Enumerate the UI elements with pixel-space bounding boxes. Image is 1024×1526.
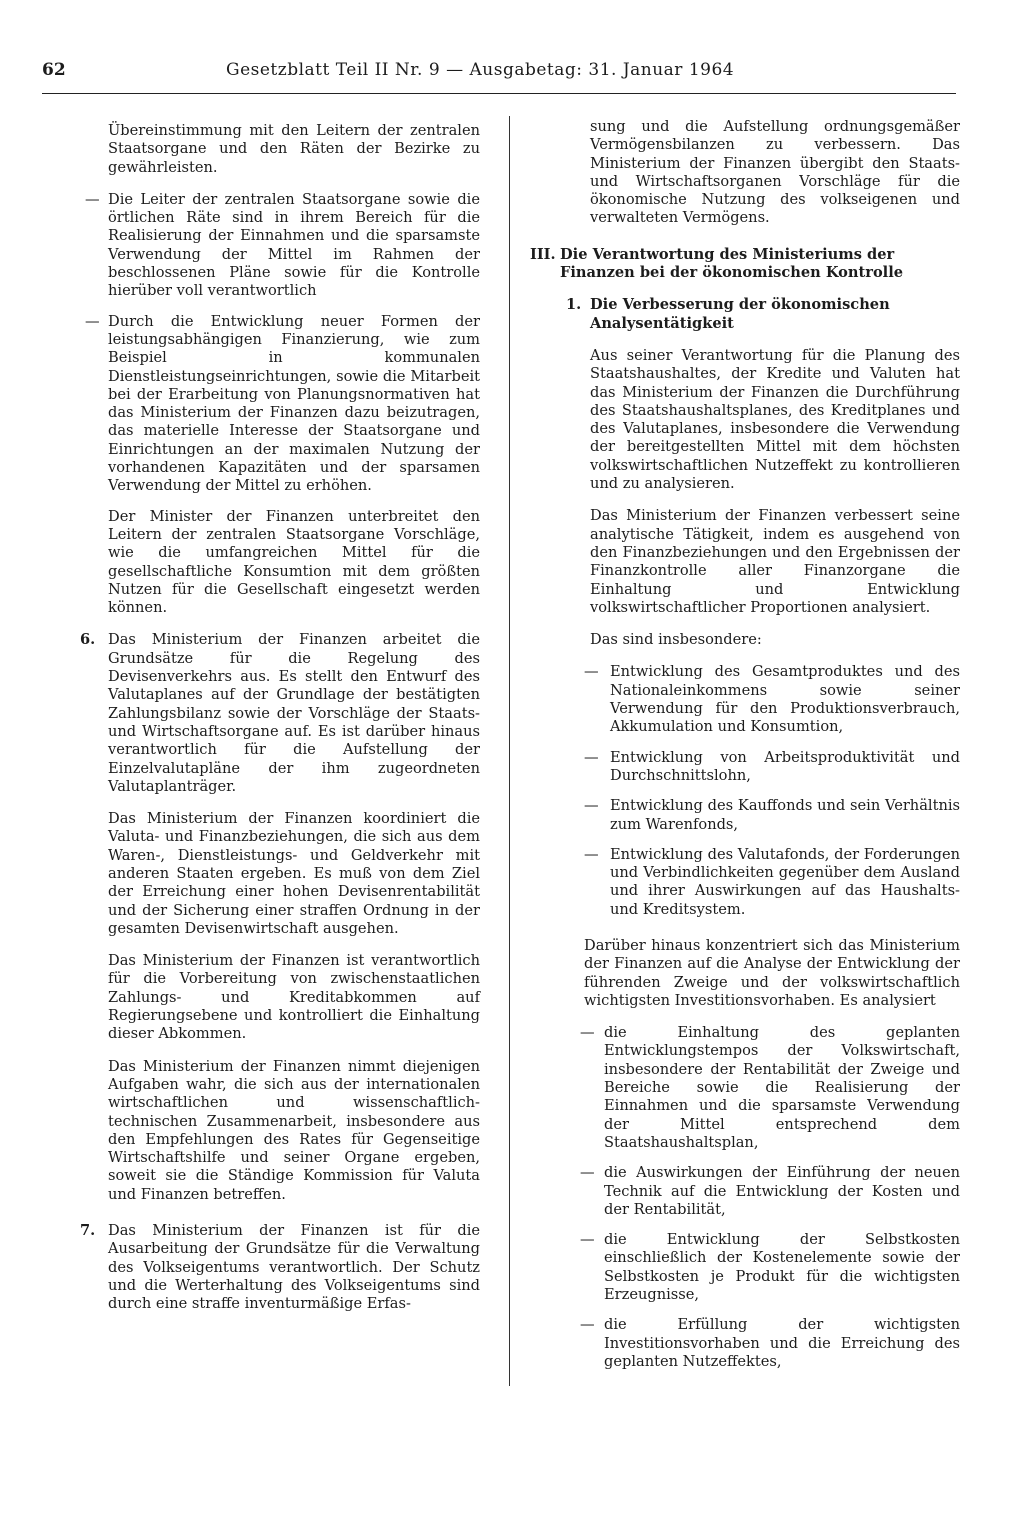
dash-text: die Entwicklung der Selbstkosten einschließlich der Kostenelemente sowie der Selbstkosten je Produkt für die wichtigsten Erzeugnisse, (604, 1231, 960, 1304)
paragraph: Das Ministerium der Finanzen ist für die Ausarbeitung der Grundsätze für die Verwaltung des Volkseigentums verantwortlich. Der Schutz und die Werterhaltung des Volkseigentums sind durch eine straffe inventurmäßige Erfas- (108, 1222, 480, 1313)
paragraph: Das Ministerium der Finanzen nimmt diejenigen Aufgaben wahr, die sich aus der internationalen wirtschaftlichen und wissenschaftlich-technischen Zusammenarbeit, insbesondere aus den Empfehlungen des Rates für Gegenseitige Wirtschaftshilfe und seiner Organe ergeben, soweit sie die Ständige Kommission für Valuta und Finanzen betreffen. (108, 1057, 480, 1203)
paragraph: Das Ministerium der Finanzen ist verantwortlich für die Vorbereitung von zwischenstaatlichen Zahlungs- und Kreditabkommen auf Regierungsebene und kontrolliert die Einhaltung dieser Abkommen. (108, 952, 480, 1043)
dash-marker: — (580, 1231, 595, 1249)
dash-marker: — (584, 663, 599, 681)
item-number: 6. (80, 631, 96, 649)
dash-item (530, 1024, 960, 1152)
section-heading (530, 246, 960, 283)
dash-marker: — (584, 845, 599, 863)
dash-marker: — (85, 312, 100, 330)
subsection-title: Die Verbesserung der ökonomischen Analysentätigkeit (590, 296, 890, 332)
paragraph: Aus seiner Verantwortung für die Planung des Staatshaushaltes, der Kredite und Valuten hat das Ministerium der Finanzen die Durchführung des Staatshaushaltsplanes, des Kreditplanes und des Valutaplanes, insbesondere die Verwendung der bereitgestellten Mittel mit dem höchsten volkswirtschaftlichen Nutzeffekt zu kontrollieren und zu analysieren. (590, 346, 960, 493)
section-title: Die Verantwortung des Ministeriums der Finanzen bei der ökonomischen Kontrolle (560, 245, 904, 282)
dash-text: Entwicklung von Arbeitsproduktivität und Durchschnittslohn, (610, 748, 960, 784)
dash-item (530, 663, 960, 736)
dash-text: Durch die Entwicklung neuer Formen der leistungsabhängigen Finanzierung, wie zum Beispiel in kommunalen Dienstleistungseinrichtungen, sowie die Mitarbeit bei der Erarbeitung von Planungsnormativen hat das Ministerium der Finanzen dazu beizutragen, das materielle Interesse der Staatsorgane und Einrichtungen an der maximalen Nutzung der vorhandenen Kapazitäten und der sparsamen Verwendung der Mittel zu erhöhen. (108, 312, 480, 495)
dash-text: die Auswirkungen der Einführung der neuen Technik auf die Entwicklung der Kosten und der Rentabilität, (604, 1164, 960, 1218)
dash-item (530, 1164, 960, 1219)
dash-text: die Erfüllung der wichtigsten Investitionsvorhaben und die Erreichung des geplanten Nutzeffektes, (604, 1316, 960, 1370)
dash-marker: — (580, 1024, 595, 1042)
dash-marker: — (580, 1164, 595, 1182)
numbered-item-7 (80, 1222, 480, 1313)
dash-text: Entwicklung des Gesamtproduktes und des Nationaleinkommens sowie seiner Verwendung für den Produktionsverbrauch, Akkumulation und Konsumtion, (610, 663, 960, 736)
dash-list-a (530, 663, 960, 919)
dash-item (530, 797, 960, 834)
column-divider (509, 116, 510, 1386)
dash-item (530, 749, 960, 786)
dash-text: Die Leiter der zentralen Staatsorgane sowie die örtlichen Räte sind in ihrem Bereich für die Realisierung der Einnahmen und die sparsamste Verwendung der Mittel im Rahmen der beschlossenen Pläne sowie für die Kontrolle hierüber voll verantwortlich (108, 190, 480, 300)
continuation-paragraph: sung und die Aufstellung ordnungsgemäßer Vermögensbilanzen zu verbessern. Das Ministerium der Finanzen übergibt den Staats- und Wirtschaftsorganen Vorschläge für die ökonomische Nutzung des volkseigenen und verwalteten Vermögens. (590, 118, 960, 227)
paragraph: Das Ministerium der Finanzen koordiniert die Valuta- und Finanzbeziehungen, die sich aus dem Waren-, Dienstleistungs- und Geldverkehr mit anderen Staaten ergeben. Es muß von dem Ziel der Erreichung einer hohen Devisenrentabilität und der Sicherung einer straffen Ordnung in der gesamten Devisenwirtschaft ausgehen. (108, 810, 480, 937)
dash-marker: — (584, 748, 599, 766)
numbered-item-6 (80, 631, 480, 1204)
subsection-heading (530, 296, 960, 333)
paragraph: Das Ministerium der Finanzen arbeitet die Grundsätze für die Regelung des Devisenverkehrs aus. Es stellt den Entwurf des Valutaplanes auf der Grundlage der bestätigten Zahlungsbilanz sowie der Vorschläge der Staats- und Wirtschaftsorgane auf. Es ist darüber hinaus verantwortlich für die Aufstellung der Einzelvalutapläne der ihm zugeordneten Valutaplanträger. (108, 631, 480, 795)
dash-marker: — (580, 1316, 595, 1334)
dash-text: Entwicklung des Kauffonds und sein Verhältnis zum Warenfonds, (610, 797, 960, 833)
dash-marker: — (584, 797, 599, 815)
dash-item (530, 1231, 960, 1304)
left-column (80, 122, 480, 1328)
paragraph: Das sind insbesondere: (590, 631, 762, 649)
dash-text: die Einhaltung des geplanten Entwicklungstempos der Volkswirtschaft, insbesondere der Rentabilität der Zweige und Bereiche sowie die Realisierung der Einnahmen und die sparsamste Verwendung der Mittel entsprechend dem Staatshaushaltsplan, (604, 1024, 960, 1151)
dash-item (52, 191, 480, 301)
paragraph: Der Minister der Finanzen unterbreitet den Leitern der zentralen Staatsorgane Vorschläge, wie die umfangreichen Mittel für die gesellschaftliche Konsumtion mit dem größten Nutzen für die Gesellschaft eingesetzt werden können. (108, 507, 480, 617)
dash-text: Entwicklung des Valutafonds, der Forderungen und Verbindlichkeiten gegenüber dem Ausland und ihrer Auswirkungen auf das Haushalts- und Kreditsystem. (610, 845, 960, 918)
dash-marker: — (85, 190, 100, 208)
running-head: Gesetzblatt Teil II Nr. 9 — Ausgabetag: 31. Januar 1964 (226, 60, 735, 80)
dash-item (52, 313, 480, 496)
page-number: 62 (42, 60, 66, 80)
paragraph: Darüber hinaus konzentriert sich das Ministerium der Finanzen auf die Analyse der Entwicklung der führenden Zweige und der volkswirtschaftlich wichtigsten Investitionsvorhaben. Es analysiert (584, 936, 960, 1009)
section-number: III. (530, 245, 556, 263)
dash-item (530, 846, 960, 919)
header-rule (42, 93, 956, 94)
right-column (530, 118, 960, 1383)
continuation-paragraph: Übereinstimmung mit den Leitern der zentralen Staatsorgane und den Räten der Bezirke zu gewährleisten. (108, 122, 480, 176)
item-number: 7. (80, 1222, 96, 1240)
paragraph: Das Ministerium der Finanzen verbessert seine analytische Tätigkeit, indem es ausgehend von den Finanzbeziehungen und den Ergebnissen der Finanzkontrolle aller Finanzorgane die Einhaltung und Entwicklung volkswirtschaftlicher Proportionen analysiert. (590, 507, 960, 616)
dash-list-b (530, 1024, 960, 1371)
dash-item (530, 1316, 960, 1371)
subsection-number: 1. (566, 296, 582, 314)
